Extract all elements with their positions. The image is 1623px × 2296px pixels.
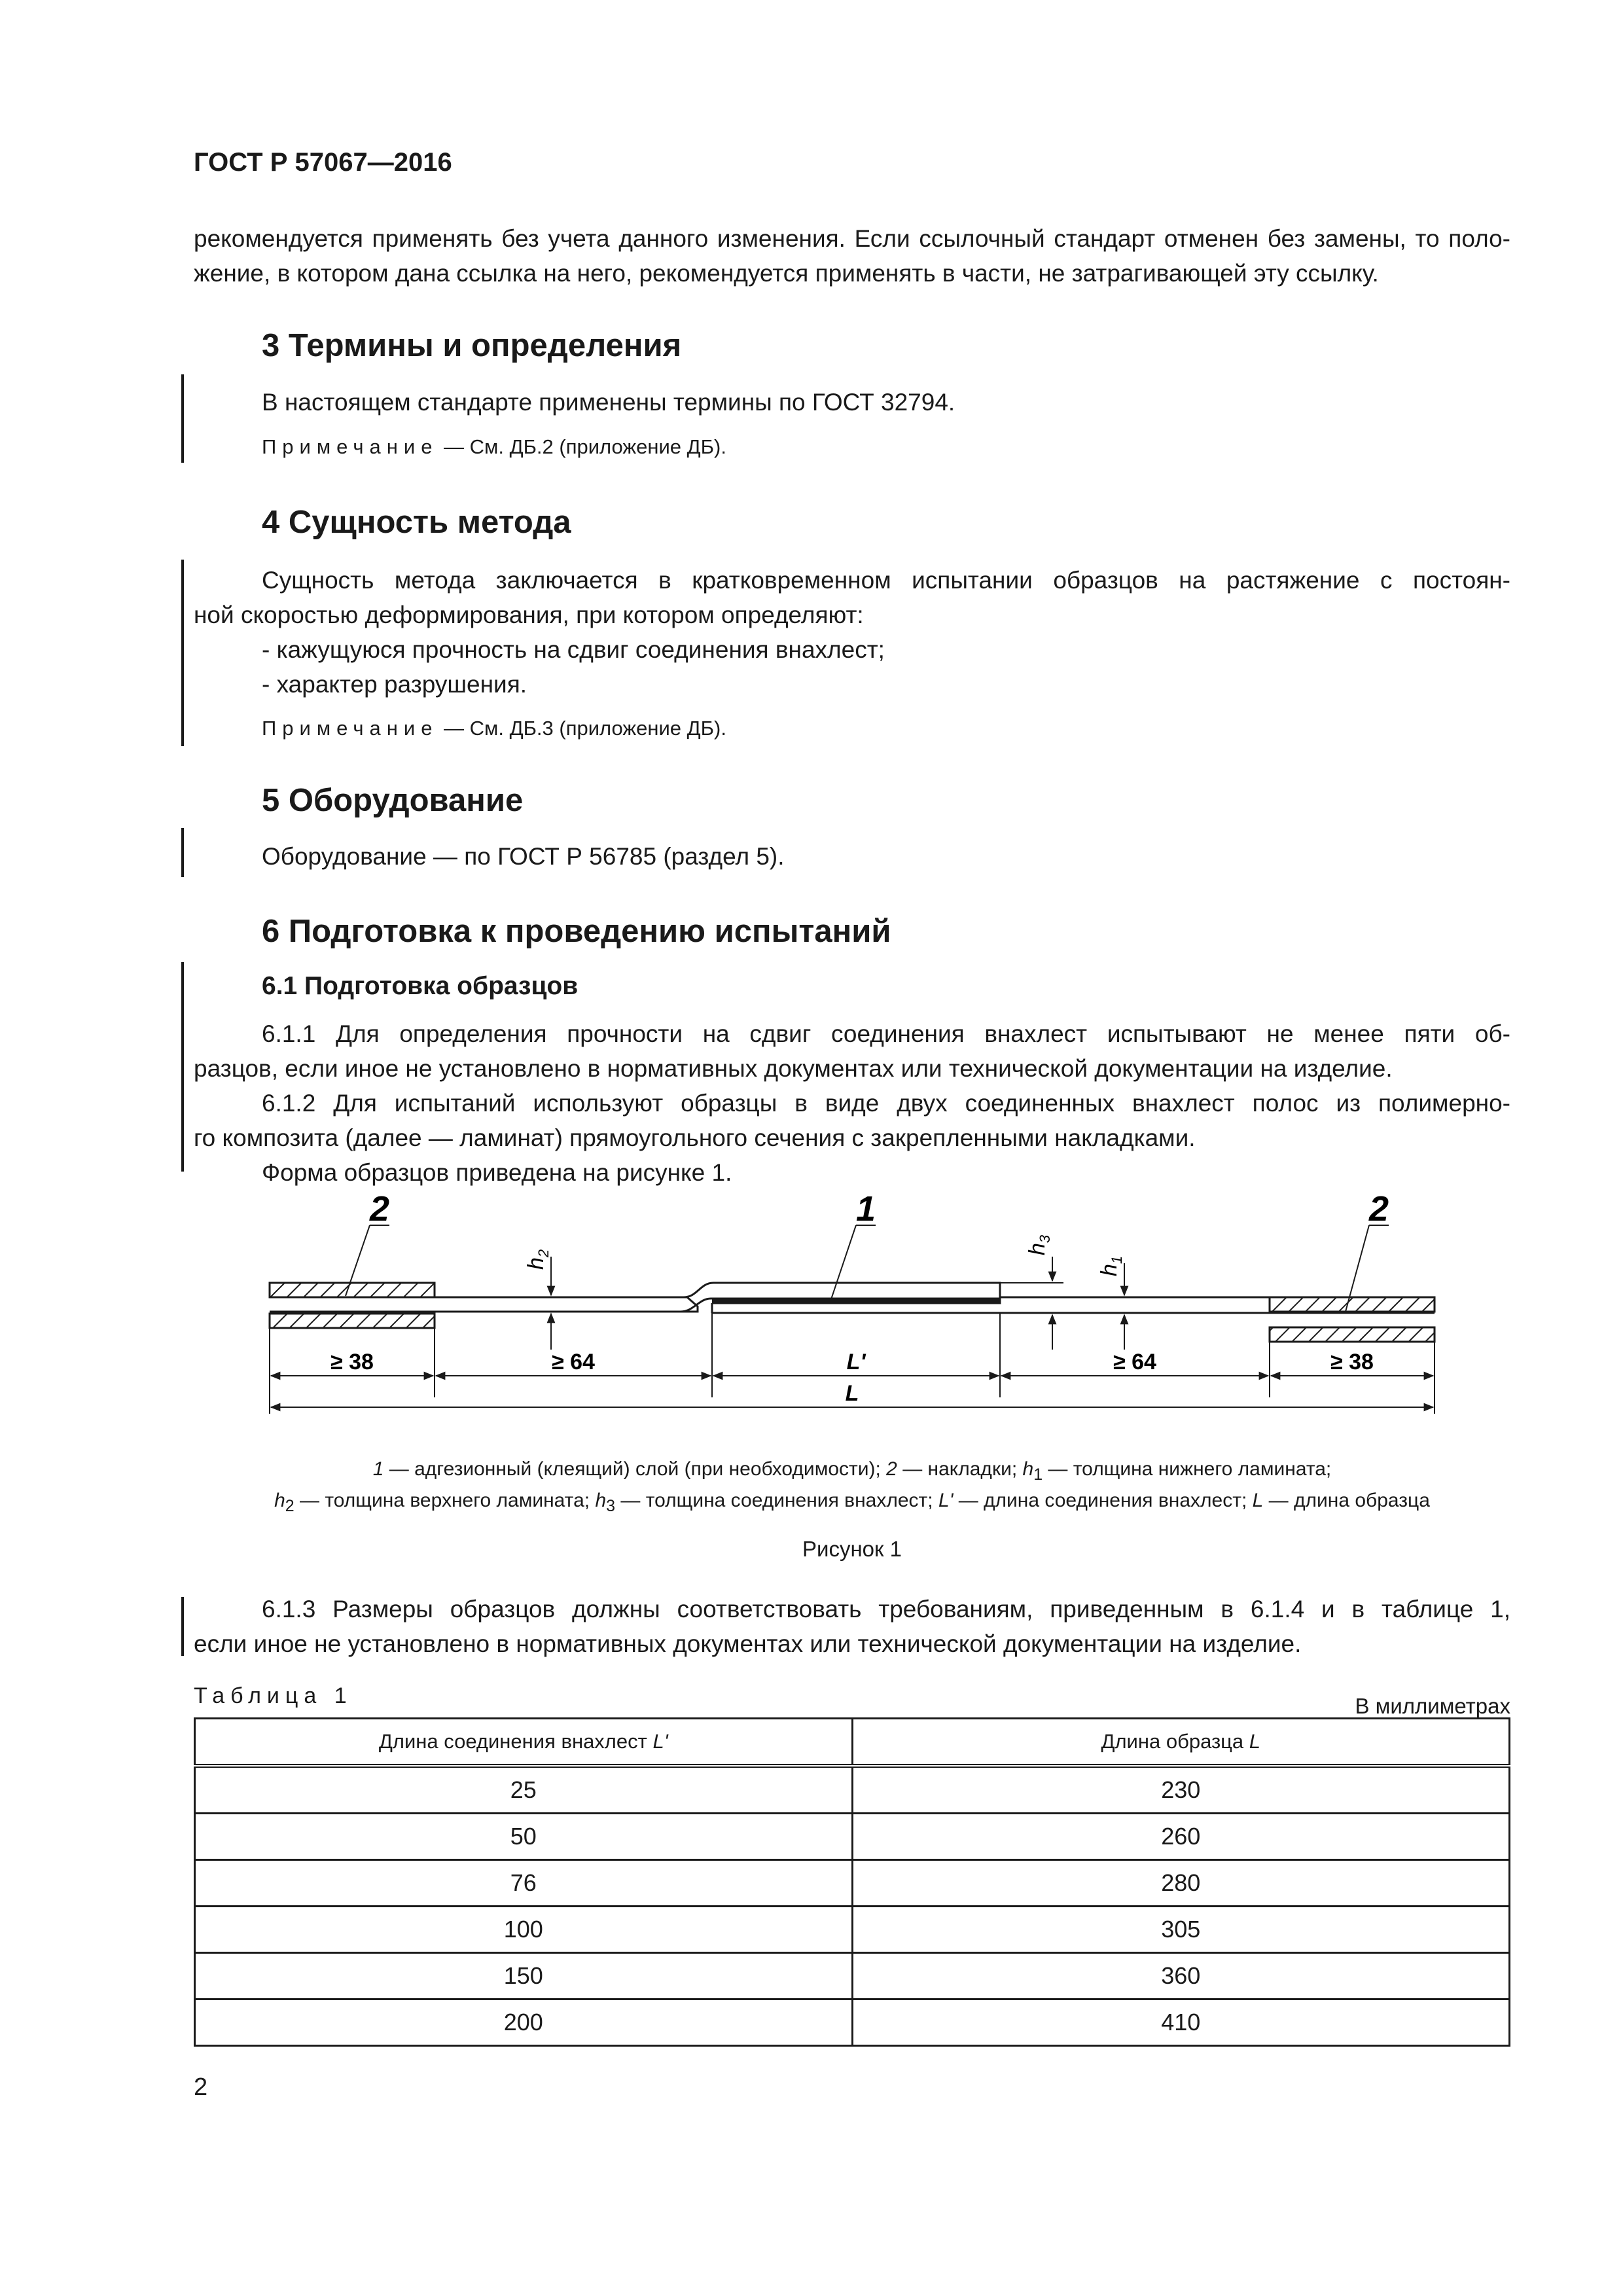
p-6-1-2-line-1: 6.1.2 Для испытаний используют образцы в виде двух соединенных внахлест полос из полимерно- xyxy=(262,1090,1510,1117)
dim-overlap: L' xyxy=(846,1350,866,1374)
note-text: — См. ДБ.2 (приложение ДБ). xyxy=(438,435,726,458)
p-6-1-1-line-1: 6.1.1 Для определения прочности на сдвиг соединения внахлест испытывают не менее пяти об- xyxy=(262,1020,1510,1047)
figure-legend-line-2: $h_2$ — толщина верхнего ламината; $h_3$ — толщина соединения внахлест; L' — длина соединения внахлест; L — длина образца xyxy=(274,1490,1430,1515)
table-header-overlap-length: Длина соединения внахлест L' xyxy=(195,1719,853,1767)
note-text: — См. ДБ.3 (приложение ДБ). xyxy=(438,717,726,740)
p-6-1-3-line-1: 6.1.3 Размеры образцов должны соответствовать требованиям, приведенным в 6.1.4 и в таблице 1, xyxy=(262,1596,1510,1623)
section-4-line-2: ной скоростью деформирования, при котором определяют: xyxy=(194,601,864,628)
document-header: ГОСТ Р 57067—2016 xyxy=(194,148,452,177)
table-cell: 410 xyxy=(852,2000,1510,2046)
right-tab-top xyxy=(1270,1297,1435,1312)
label-h1: $h_1$ xyxy=(1097,1255,1125,1276)
intro-line-1: рекомендуется применять без учета данного изменения. Если ссылочный стандарт отменен без замены, то поло- xyxy=(194,225,1510,252)
table-1 xyxy=(194,1717,1510,2047)
table-row xyxy=(195,1766,1510,1814)
table-row xyxy=(195,2000,1510,2046)
table-cell: 260 xyxy=(852,1814,1510,1860)
change-bar xyxy=(181,1597,184,1656)
table-header-row xyxy=(195,1719,1510,1767)
table-cell: 100 xyxy=(195,1907,853,1953)
list-item: - кажущуюся прочность на сдвиг соединения внахлест; xyxy=(262,636,885,663)
subsection-6-1-title: 6.1 Подготовка образцов xyxy=(262,972,579,1000)
section-6-body xyxy=(194,1016,1510,1190)
figure-legend-line-1: 1 — адгезионный (клеящий) слой (при необходимости); 2 — накладки; $h_1$ — толщина нижнего ламината; xyxy=(372,1458,1332,1484)
p-6-1-2-line-2: го композита (далее — ламинат) прямоугольного сечения с закрепленными накладками. xyxy=(194,1124,1196,1151)
table-header-specimen-length: Длина образца L xyxy=(852,1719,1510,1767)
p-6-1-3 xyxy=(194,1592,1510,1661)
dim-total-length: L xyxy=(845,1381,859,1406)
section-4-body xyxy=(194,563,1510,702)
label-2-right: 2 xyxy=(1369,1189,1389,1229)
table-row xyxy=(195,1814,1510,1860)
figure-1-specimen-drawing xyxy=(249,1185,1453,1440)
p-6-1-1-line-2: разцов, если иное не установлено в нормативных документах или технической документации на изделие. xyxy=(194,1055,1393,1082)
table-cell: 200 xyxy=(195,2000,853,2046)
dim-right-gauge: ≥ 64 xyxy=(1113,1350,1156,1374)
table-units: В миллиметрах xyxy=(1355,1694,1510,1718)
table-cell: 280 xyxy=(852,1860,1510,1907)
change-bar xyxy=(181,374,184,463)
p-6-1-2-line-3: Форма образцов приведена на рисунке 1. xyxy=(262,1159,732,1186)
p-6-1-3-line-2: если иное не установлено в нормативных документах или технической документации на изделие. xyxy=(194,1630,1302,1657)
table-cell: 150 xyxy=(195,1953,853,2000)
table-cell: 50 xyxy=(195,1814,853,1860)
table-label: Таблица 1 xyxy=(194,1683,353,1708)
label-h3: $h_3$ xyxy=(1025,1234,1053,1255)
list-item: - характер разрушения. xyxy=(262,671,527,698)
table-cell: 230 xyxy=(852,1766,1510,1814)
label-2-left: 2 xyxy=(370,1189,390,1229)
table-cell: 305 xyxy=(852,1907,1510,1953)
right-tab-bottom xyxy=(1270,1327,1435,1342)
section-3-text: В настоящем стандарте применены термины по ГОСТ 32794. xyxy=(262,389,955,416)
table-cell: 25 xyxy=(195,1766,853,1814)
section-6-title: 6 Подготовка к проведению испытаний xyxy=(262,914,891,949)
left-tab-bottom xyxy=(270,1314,435,1328)
intro-paragraph xyxy=(194,221,1510,291)
change-bar xyxy=(181,560,184,746)
note-label: Примечание xyxy=(262,717,438,740)
upper-laminate xyxy=(270,1297,698,1312)
dim-left-gauge: ≥ 64 xyxy=(552,1350,595,1374)
label-h2: $h_2$ xyxy=(524,1249,552,1270)
dim-left-tab: ≥ 38 xyxy=(330,1350,374,1374)
page-number: 2 xyxy=(194,2073,208,2101)
table-cell: 360 xyxy=(852,1953,1510,2000)
section-3-note xyxy=(262,435,726,459)
label-1: 1 xyxy=(856,1189,876,1229)
table-row xyxy=(195,1907,1510,1953)
left-tab-top xyxy=(270,1283,435,1297)
section-5-text: Оборудование — по ГОСТ Р 56785 (раздел 5). xyxy=(262,843,785,870)
change-bar xyxy=(181,962,184,1172)
section-4-note xyxy=(262,717,726,740)
note-label: Примечание xyxy=(262,435,438,458)
table-cell: 76 xyxy=(195,1860,853,1907)
intro-line-2: жение, в котором дана ссылка на него, рекомендуется применять в части, не затрагивающей эту ссылку. xyxy=(194,260,1379,287)
dim-right-tab: ≥ 38 xyxy=(1330,1350,1374,1374)
table-row xyxy=(195,1953,1510,2000)
section-4-title: 4 Сущность метода xyxy=(262,505,571,540)
section-4-line-1: Сущность метода заключается в кратковременном испытании образцов на растяжение с постоян- xyxy=(262,567,1510,594)
section-5-title: 5 Оборудование xyxy=(262,783,524,818)
change-bar xyxy=(181,828,184,877)
section-3-title: 3 Термины и определения xyxy=(262,328,682,363)
figure-caption: Рисунок 1 xyxy=(802,1537,902,1561)
table-row xyxy=(195,1860,1510,1907)
